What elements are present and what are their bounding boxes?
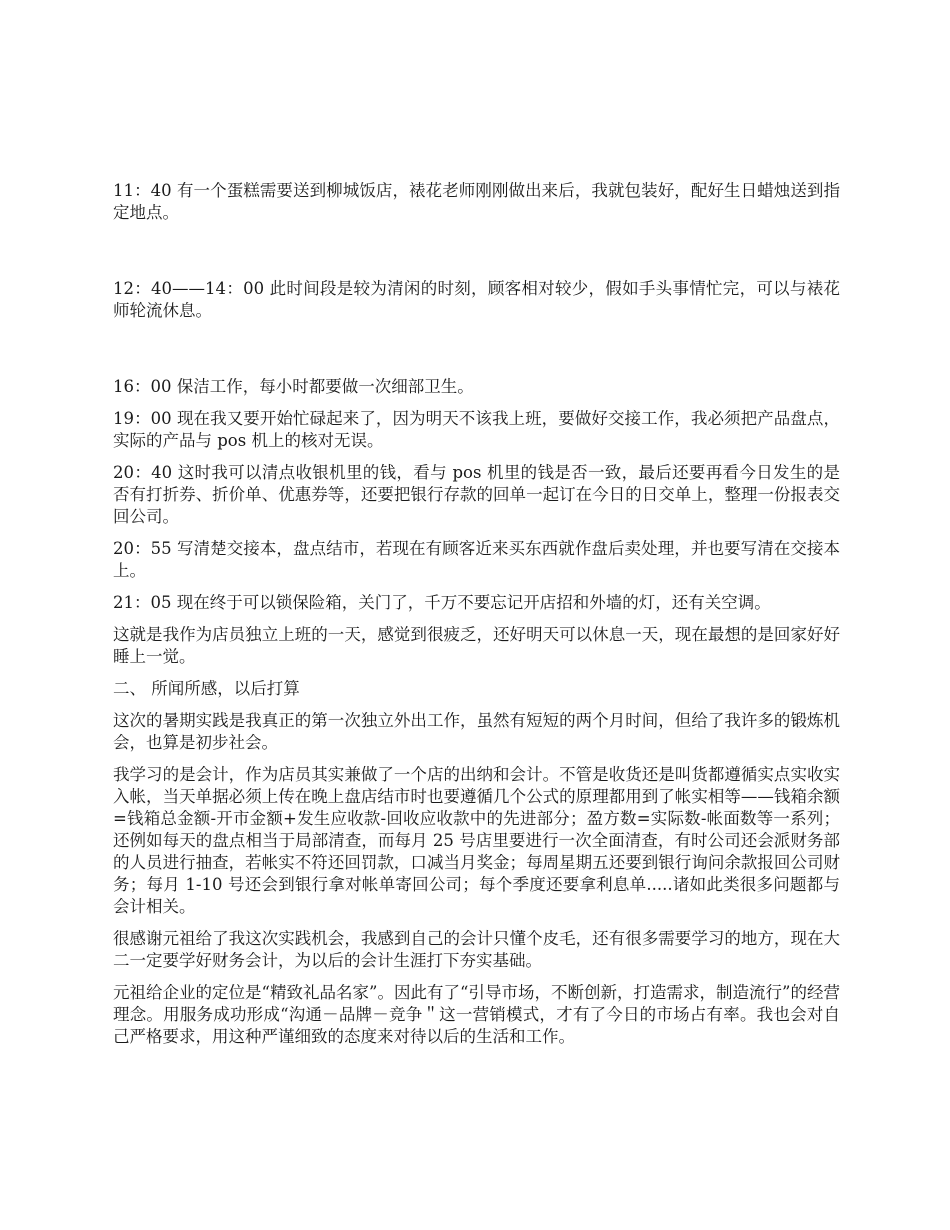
paragraph-thanks: 很感谢元祖给了我这次实践机会，我感到自己的会计只懂个皮毛，还有很多需要学习的地方，现在大二一定要学好财务会计，为以后的会计生涯打下夯实基础。	[113, 929, 840, 970]
paragraph-1140: 11：40 有一个蛋糕需要送到柳城饭店，裱花老师刚刚做出来后，我就包装好，配好生日蜡烛送到指定地点。	[113, 181, 840, 222]
document-body	[113, 180, 840, 1048]
paragraph-1240: 12：40——14：00 此时间段是较为清闲的时刻，顾客相对较少，假如手头事情忙完，可以与裱花师轮流休息。	[113, 279, 840, 320]
paragraph-practice-intro: 这次的暑期实践是我真正的第一次独立外出工作，虽然有短短的两个月时间，但给了我许多的锻炼机会，也算是初步社会。	[113, 711, 840, 752]
paragraph-2105: 21：05 现在终于可以锁保险箱，关门了，千万不要忘记开店招和外墙的灯，还有关空调。	[113, 593, 771, 612]
paragraph-1600: 16：00 保洁工作，每小时都要做一次细部卫生。	[113, 377, 474, 396]
paragraph-company-positioning: 元祖给企业的定位是“精致礼品名家”。因此有了“引导市场，不断创新，打造需求，制造流行”的经营理念。用服务成功形成“沟通－品牌－竞争＂这一营销模式，才有了今日的市场占有率。我也会对自己严格要求，用这种严谨细致的态度来对待以后的生活和工作。	[113, 983, 840, 1046]
paragraph-2055: 20：55 写清楚交接本，盘点结市，若现在有顾客近来买东西就作盘后卖处理，并也要写清在交接本上。	[113, 539, 840, 580]
paragraph-accounting: 我学习的是会计，作为店员其实兼做了一个店的出纳和会计。不管是收货还是叫货都遵循实点实收实入帐，当天单据必须上传在晚上盘店结市时也要遵循几个公式的原理都用到了帐实相等——钱箱余额=钱箱总金额-开市金额+发生应收款-回收应收款中的先进部分；盈方数=实际数-帐面数等一系列；还例如每天的盘点相当于局部清查，而每月 25 号店里要进行一次全面清查，有时公司还会派财务部的人员进行抽查，若帐实不符还回罚款，口减当月奖金；每周星期五还要到银行询问余款报回公司财务；每月 1-10 号还会到银行拿对帐单寄回公司；每个季度还要拿利息单.....诸如此类很多问题都与会计相关。	[113, 765, 840, 916]
paragraph-2040: 20：40 这时我可以清点收银机里的钱，看与 pos 机里的钱是否一致，最后还要再看今日发生的是否有打折券、折价单、优惠券等，还要把银行存款的回单一起订在今日的日交单上，整理一份报表交回公司。	[113, 463, 840, 526]
section-heading: 二、 所闻所感，以后打算	[113, 679, 300, 698]
paragraph-summary-day: 这就是我作为店员独立上班的一天，感觉到很疲乏，还好明天可以休息一天，现在最想的是回家好好睡上一觉。	[113, 625, 840, 666]
paragraph-1900: 19：00 现在我又要开始忙碌起来了，因为明天不该我上班，要做好交接工作，我必须把产品盘点，实际的产品与 pos 机上的核对无误。	[113, 409, 840, 450]
